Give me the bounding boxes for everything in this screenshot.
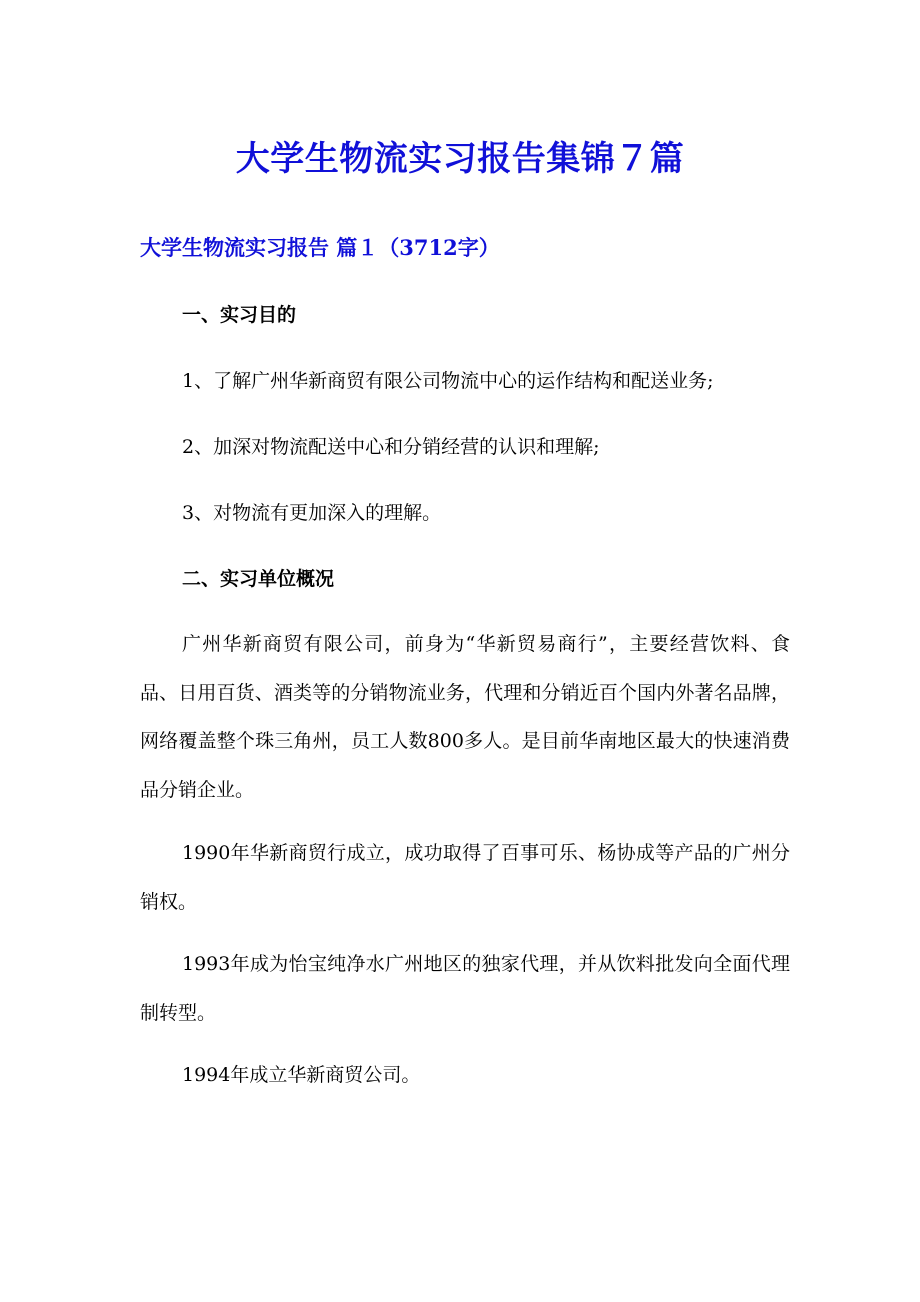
section-heading: 大学生物流实习报告 篇１（3712字） [140,235,500,260]
purpose-item-3: 3、对物流有更加深入的理解。 [182,502,442,524]
overview-paragraph-3: 1993年成为怡宝纯净水广州地区的独家代理，并从饮料批发向全面代理制转型。 [140,953,790,1024]
purpose-item-2: 2、加深对物流配送中心和分销经营的认识和理解; [182,436,600,458]
purpose-heading: 一、实习目的 [182,304,297,326]
overview-paragraph-4: 1994年成立华新商贸公司。 [182,1064,421,1086]
overview-paragraph-1: 广州华新商贸有限公司，前身为“华新贸易商行”，主要经营饮料、食品、日用百货、酒类等的分销物流业务，代理和分销近百个国内外著名品牌，网络覆盖整个珠三角州，员工人数800多人。是目前华南地区最大的快速消费品分销企业。 [140,633,790,801]
purpose-item-1: 1、了解广州华新商贸有限公司物流中心的运作结构和配送业务; [182,370,714,392]
overview-heading: 二、实习单位概况 [182,568,335,590]
document-title: 大学生物流实习报告集锦７篇 [235,139,685,179]
overview-paragraph-2: 1990年华新商贸行成立，成功取得了百事可乐、杨协成等产品的广州分销权。 [140,842,790,913]
